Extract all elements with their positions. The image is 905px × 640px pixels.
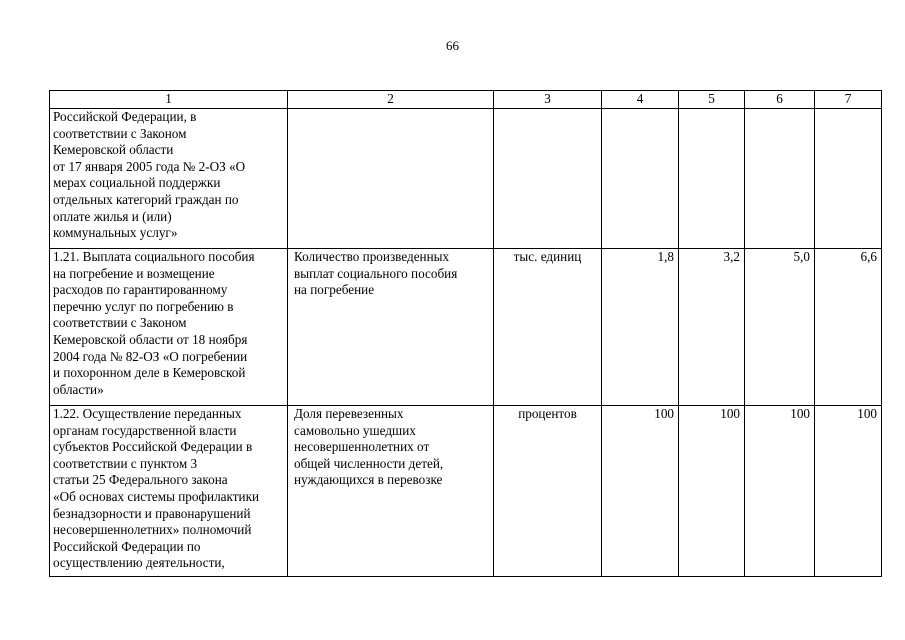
value-cell-4: 100 bbox=[602, 406, 679, 577]
indicator-cell: Количество произведенных выплат социального пособия на погребение bbox=[288, 249, 494, 406]
table-row bbox=[50, 109, 882, 249]
value-cell-5: 3,2 bbox=[679, 249, 745, 406]
indicators-table bbox=[49, 90, 882, 577]
indicator-cell bbox=[288, 109, 494, 249]
page-number: 66 bbox=[446, 38, 459, 53]
table-row bbox=[50, 249, 882, 406]
column-number-3: 3 bbox=[494, 91, 602, 109]
unit-cell: тыс. единиц bbox=[494, 249, 602, 406]
indicator-cell: Доля перевезенных самовольно ушедших несовершеннолетних от общей численности детей, нуждающихся в перевозке bbox=[288, 406, 494, 577]
value-cell-6 bbox=[745, 109, 815, 249]
column-number-2: 2 bbox=[288, 91, 494, 109]
activity-cell: Российской Федерации, в соответствии с Законом Кемеровской области от 17 января 2005 года № 2-ОЗ «О мерах социальной поддержки отдельных категорий граждан по оплате жилья и (или) коммунальных услуг» bbox=[50, 109, 288, 249]
unit-cell: процентов bbox=[494, 406, 602, 577]
column-number-1: 1 bbox=[50, 91, 288, 109]
table-row bbox=[50, 406, 882, 577]
unit-cell bbox=[494, 109, 602, 249]
value-cell-6: 100 bbox=[745, 406, 815, 577]
value-cell-7: 6,6 bbox=[815, 249, 882, 406]
value-cell-5 bbox=[679, 109, 745, 249]
value-cell-6: 5,0 bbox=[745, 249, 815, 406]
value-cell-7: 100 bbox=[815, 406, 882, 577]
column-number-4: 4 bbox=[602, 91, 679, 109]
column-number-row bbox=[50, 91, 882, 109]
column-number-6: 6 bbox=[745, 91, 815, 109]
value-cell-7 bbox=[815, 109, 882, 249]
activity-cell: 1.22. Осуществление переданных органам государственной власти субъектов Российской Федерации в соответствии с пунктом 3 статьи 25 Федерального закона «Об основах системы профилактики безнадзорности и правонарушений несовершеннолетних» полномочий Российской Федерации по осуществлению деятельности, bbox=[50, 406, 288, 577]
value-cell-4 bbox=[602, 109, 679, 249]
value-cell-4: 1,8 bbox=[602, 249, 679, 406]
column-number-7: 7 bbox=[815, 91, 882, 109]
activity-cell: 1.21. Выплата социального пособия на погребение и возмещение расходов по гарантированному перечню услуг по погребению в соответствии с Законом Кемеровской области от 18 ноября 2004 года № 82-ОЗ «О погребении и похоронном деле в Кемеровской области» bbox=[50, 249, 288, 406]
column-number-5: 5 bbox=[679, 91, 745, 109]
value-cell-5: 100 bbox=[679, 406, 745, 577]
